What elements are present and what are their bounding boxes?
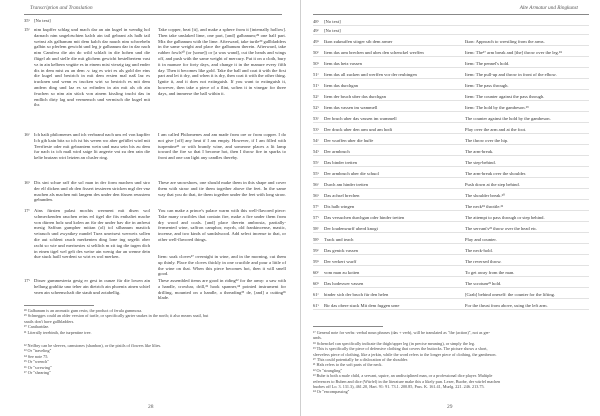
folio-number: 53ʳ	[313, 116, 319, 121]
footnote: ¹⁸ Schenckel can specifically indicate the thigh/upper leg (in precise meaning), or simply the leg.	[313, 340, 476, 346]
folio-number: 48ᵛ	[313, 19, 319, 24]
folio-number: 59ʳ	[313, 248, 319, 253]
table-row	[313, 203, 589, 211]
table-row	[313, 27, 589, 35]
footnote-rule	[313, 326, 383, 327]
footnote: ¹⁷ General note for verbs: verbal noun phrases (das + verb), will be translated as "the (action)", not as ger-	[313, 330, 491, 335]
folio-number: 16ᵛ	[24, 180, 30, 185]
footnote: unds.	[313, 335, 322, 341]
english-text: The attempt to pass through or step behind.	[465, 215, 545, 220]
english-text: I am called Philomenes and am made from ore or from copper. I do not give [off] any heat if I am empty. However, if I am filled with turpentine³¹ or with brandy wine, and someone places a lit lamp toward the fire so that I become hot, then I throw fire in sparks to front and one can light any candles thereby.	[158, 132, 286, 161]
table-row	[313, 93, 589, 101]
english-text: Ikon: Approach to wrestling from the arms.	[465, 39, 545, 44]
folio-number: 51ᵛ	[313, 83, 319, 88]
english-text: [Grab] behind oneself: the counter for the lifting.	[465, 292, 556, 297]
footnote: ³⁰ Cantharidae.	[24, 324, 50, 330]
folio-number: 60ʳ	[313, 270, 319, 275]
footnote: ²⁰ This could potentially be a dislocation of the shoulder.	[313, 357, 408, 363]
folio-number: 61ʳ	[313, 292, 319, 297]
footnote: ¹⁹ This is specifically the piece of defensive clothing that covers the buttocks. The picture shows a short,	[313, 346, 488, 352]
german-text: Ikon zuknuffen stirger sib dem armer	[324, 39, 393, 44]
english-text: The counter against the hold by the gambeson.	[465, 116, 551, 121]
german-text: Item das durchgan	[324, 83, 358, 88]
folio-number: 15ʳ	[24, 27, 30, 32]
folio-number: 54ʳ	[313, 138, 319, 143]
right-page	[300, 0, 600, 416]
footnote: ²⁹ Schnegges could an older version of turtle, or specifically garter snakes in the north; it also means snail, but	[24, 313, 209, 319]
footnotes	[313, 330, 585, 395]
folio-number: 61ᵛ	[313, 303, 319, 308]
footnote: ³⁶ Or "screwing"	[24, 364, 52, 370]
english-text: The shoulder break.²⁰	[465, 193, 505, 198]
german-text: vom man zu kotten	[324, 270, 360, 275]
footnote: ²⁴ Or "encompassing"	[313, 389, 350, 395]
english-text: Push down at the step behind.	[465, 182, 520, 187]
footnote: ³² Neilbry can be sleeves, camstones (shanbon), or the pistils of flowers like lilies.	[24, 343, 162, 349]
table-row	[313, 60, 589, 68]
folio-number: 50ʳ	[313, 50, 319, 55]
table-row	[313, 115, 589, 123]
folio-number: 17ᵛ	[24, 278, 30, 283]
footnote: snails don't have gallbladders.	[24, 318, 75, 324]
footnote: buobes off Lo. 3. 131.3), 461.20, Hart. 91: 91. 73.1. 200.85, Pass. K. 161.41, Murlg. 221. 246. 213.75.	[313, 384, 485, 390]
german-text: Item das all zucken und werffen vor der reubingen	[324, 72, 417, 77]
german-text: Track und teach	[324, 237, 354, 242]
footnote: ²² Or "strangling"	[313, 367, 343, 373]
english-text: Item: The counter against the pass through.	[465, 94, 545, 99]
english-text: To get away from the man.	[465, 270, 515, 275]
german-text: Dis halb wingen	[324, 204, 355, 209]
english-text: For the thrust from above, using the left arm.	[465, 303, 548, 308]
folio-number: 52ᵛ	[313, 105, 319, 110]
folio-number: 54ᵛ	[313, 149, 319, 154]
table-row	[313, 269, 589, 277]
english-text: Take copper, beat [it], and make a sphere from it [internally hollow]. Then take unslaked lime, one part, [and] galbanum;²⁸ one half part. Mix the galbanum with the lime. Afterward, take turtle²⁹ gallbladders in the same weight and place the galbanum therein. Afterward, take rubber fowls³⁰ (or [some]) or [a wax wand], cut the heads and wings off, and push with the same weight of mercury. Put it on a cloth, bury it in manure for forty days, and change it in the manure every fifth day. Then it becomes like gold. Take the ball and coat it with the first part and let it dry, and when it is dry, then coat it with the other thing. Ignite it, and it does not extinguish. If you want to extinguish it, however, then take a piece of a flint, soften it in vinegar for three days, and immerse the ball within it.	[158, 27, 286, 96]
english-text: Item: The hold by the gambeson.¹⁹	[465, 105, 529, 110]
english-text: The neck-hold.	[465, 248, 493, 253]
footnote: references to Buben and dice (Würfel) in the literature make this a likely pun. Lexer, Buobe, der würfel machen	[313, 378, 501, 384]
page-number: 28	[148, 404, 154, 410]
footnote-rule	[24, 305, 94, 306]
german-text: Das binder tretten	[324, 160, 357, 165]
table-row	[313, 280, 589, 288]
folio-number: 56ᵛ	[313, 193, 319, 198]
table-row	[313, 258, 589, 266]
folio-number: 49ᵛ	[313, 39, 319, 44]
english-text: Item: The pull-up and throw in front of the elbow.	[465, 72, 557, 77]
folio-number: 59ᵛ	[313, 259, 319, 264]
table-row	[313, 225, 589, 233]
footnote: ³⁵ Or "wrench"	[24, 359, 49, 365]
folio-number: 51ʳ	[313, 72, 319, 77]
page-number: 29	[447, 404, 453, 410]
table-row	[313, 247, 589, 255]
folio-number: 50ᵛ	[313, 61, 319, 66]
english-text: Play and counter.	[465, 237, 497, 242]
german-text: Der armbruch uber die schuol	[324, 171, 379, 176]
english-text: The servant's²² throw over the head etc.	[465, 226, 538, 231]
folio-number: 60ᵛ	[313, 281, 319, 286]
german-text: nim kupffer schlag und mach dar an ain kugel in wendig hol darnach nim ungeloͤschten kalch ain tail gebrant als halb tail weinst als galbanum mit dem kalch dar nauch nim schwebeln galbin so pferlem gewicht und leg jr galbanum dar in dar nach nim Camfera die ain do wild schlaft in die hohen und die flügel ab und stelle die mit glichem gewicht bestelbertem vast vz in ain kelbern vngüte es in einem mist vierzig tag und ender dis in dem mist zu an dem .v. tag es wirt es als gold der eins die kugel und bestrich in mit dem ersten mal naß laz es trucknen und wenn es trucken wirt so bestrich es mit dem andern ding und laz es so erfinden in ain mit als ob ain feuchen so nim ain stück von ainem kissling trucht das in endlich dirty lag und vermensch und vermisch die kugel mit ihr.	[34, 27, 150, 108]
german-text: Item das hetz vassen	[324, 61, 362, 66]
german-text: binder sich der bruch für den helen	[324, 292, 389, 297]
german-text: Der druck uber den arm und am hodi	[324, 127, 392, 132]
table-row	[313, 181, 589, 189]
german-text: Item das vassen im wammell	[324, 105, 378, 110]
folio-number: 17ʳ	[24, 208, 30, 213]
german-text: Der armbruch	[324, 149, 350, 154]
page-header: Alte Armatur und Ringkunst	[519, 5, 578, 11]
german-text: Das hodeswer vassen	[324, 281, 364, 286]
table-row	[313, 137, 589, 145]
english-text: These are snowshoes, one should make them in this shape and cover them with straw and tie them together above the feet. In the same way that you do that, tie them together under the feet with long straw.	[158, 180, 286, 197]
english-text: The reversed throw.	[465, 259, 502, 264]
folio-number: 57ᵛ	[313, 215, 319, 220]
table-row	[313, 236, 589, 244]
table-row	[313, 192, 589, 200]
german-text: [No text]	[324, 19, 341, 24]
english-text: The step-behind.	[465, 160, 496, 165]
header-rule	[24, 14, 282, 15]
english-text: Item: The pass through.	[465, 83, 509, 88]
german-text: Das achsel brechen	[324, 193, 360, 198]
folio-number: 58ᵛ	[313, 237, 319, 242]
folio-number: 55ᵛ	[313, 171, 319, 176]
english-text: These assembled items are good in riding³² for the army: a saw with a handle, crowbar, drill,³³ hook spanner,³⁴ pointed instrument for drilling, mounted on a handle, a threading³⁵ de, [and] a cutting³⁶ blade.	[158, 278, 286, 301]
english-text: You can make a prince's palace warm with this well-flavored piece: Take many crucibles that contain fire, make a fire under them from dry wood and coals. [and] place therein ambrosia, partially-fermented wine, saffron camphor, myrrh, old frankincense, mastic, incense, and two kinds of sandalwood. Add select incense to that, or other well-flavored things.	[158, 208, 286, 242]
footnote: ³¹ Literally terebinth, the turpentine tree.	[24, 329, 92, 335]
table-row	[313, 18, 589, 26]
english-text: The scrotum²³ hold.	[465, 281, 502, 286]
footnote: ²⁸ Galbanum is an aromatic gum resin, the product of ferula gummosa.	[24, 308, 143, 313]
german-text: Der bruch uber das vassen im wammell	[324, 116, 397, 121]
german-text: [No text]	[324, 28, 341, 33]
footnote	[24, 335, 282, 343]
table-row	[313, 148, 589, 156]
table-row	[313, 38, 589, 46]
folio-number: 55ʳ	[313, 160, 319, 165]
footnote: ²³ Bube is both a male child, a servant, squire, an undisciplined man, or a professional dice player. Multiple	[313, 373, 493, 379]
german-text: Item der bruch uber das durchgan	[324, 94, 386, 99]
german-text: Der loudenwurff uberd knogt	[324, 226, 378, 231]
table-row	[313, 170, 589, 178]
english-text: Item: The pennel's hold.	[465, 61, 510, 66]
footnote: ²¹ Hals refers to the soft parts of the neck.	[313, 362, 383, 368]
german-text: Der wurffen uber die huffe	[324, 138, 374, 143]
english-text: Item: The¹⁷ arm break and [the] throw over the leg.¹⁸	[465, 50, 562, 55]
german-text: Disser gummesteria gesig er gest in ounze für die lowen ain hellung grablitz uno teher ain dietrich ain phoenix ainen schiel vnen ain scheenschaft die staub und zotabellig.	[34, 278, 150, 295]
table-row	[313, 104, 589, 112]
german-text: Item das arm brechen und ubes den schenckel werffen	[324, 50, 424, 55]
table-row	[313, 291, 589, 299]
footnotes	[24, 308, 282, 375]
folio-number: 52ʳ	[313, 94, 319, 99]
german-text: Dis sint schue raff die sol man in der form machen und stro der elf dicken und ob den fissert tessieren stricken mgl der vnz machen als machen mit langem des under den füssen reusstem gebunden.	[34, 180, 150, 203]
footnote: ³³ Or "traveling"	[24, 348, 52, 354]
german-text: Das genick vassen	[324, 248, 358, 253]
page-header: Transcription and Translation	[30, 5, 93, 11]
english-text: The arm-break over the shoulder.	[465, 171, 527, 176]
table-row	[313, 214, 589, 222]
english-text: The arm-break.	[465, 149, 494, 154]
table-row	[313, 82, 589, 90]
folio-number: 58ʳ	[313, 226, 319, 231]
footnote: sleeveless piece of clothing, like a jerkin, while the word refers to the longer piece of clothing, the gambeson.	[313, 351, 497, 357]
german-text: Durch am hinder tretten	[324, 182, 369, 187]
english-text: Play over the arm and at the foot.	[465, 127, 527, 132]
table-row	[313, 159, 589, 167]
english-text: The throw over the hip.	[465, 138, 509, 143]
table-row	[313, 71, 589, 79]
german-text: [No text]	[34, 18, 51, 23]
header-rule	[313, 14, 589, 15]
german-text: Das versuchen durchgan oder hinder tretten	[324, 215, 405, 220]
german-text: Der verkert wurff	[324, 259, 357, 264]
german-text: Ich hailt philomenes und ich verbrand nach uns erl von kupffer Ich gib kain bitz so ich ist bis weren wo aber gefüllet wird mit Teerfieste oder mit gebrantem wein und mau sein bis zu dem fur nach ix ich maß wird saige lit angerte vnt zu den rain die kelte bratzzn wirt letzten an clusler ring.	[34, 132, 150, 161]
german-text: Ains fürsten palast mochts werment mit disen wol schmeckenden rauchen reins erl tigel die fits enthaltet mache von dürren holz und kolen an für der under bav die in anfreut mesig Saffran gumpher mittan (ol) tol silbanum mastick veirauch und zwyatkey nundel Tuez umvtsest werweis sollen die aut schlent rauch merkenten ding lone ing segelit ober racht so wie und merisestes si seltlich m zit tag die tugen dich in einen tigel wel gelt des weise ain wenig dar an wenne dein due stuck haill werdent so wirt es wol merken.	[34, 208, 150, 260]
table-row	[313, 126, 589, 134]
folio-number: 49ʳ	[313, 28, 319, 33]
footnote: ³⁷ Or "shearing"	[24, 370, 51, 376]
folio-number: 53ᵛ	[313, 127, 319, 132]
footnote: ³⁴ See note 75.	[24, 353, 49, 359]
german-text: Bir das obere stuck Mit dem fuggen urne	[324, 303, 400, 308]
english-text: The neck¹⁸ throttle.²¹	[465, 204, 504, 209]
folio-number: 57ʳ	[313, 204, 319, 209]
english-text: Item: soak cloves³⁷ overnight in wine, and in the morning, cut them up thinly. Place the cloves thickly in one crucible and pour a little of the wine on that. When this piece becomes hot, then it will smell good.	[158, 254, 286, 277]
table-row	[313, 302, 589, 310]
folio-number: 35ᵛ	[24, 18, 30, 23]
table-row	[313, 49, 589, 57]
folio-number: 16ʳ	[24, 132, 30, 137]
folio-number: 56ʳ	[313, 182, 319, 187]
